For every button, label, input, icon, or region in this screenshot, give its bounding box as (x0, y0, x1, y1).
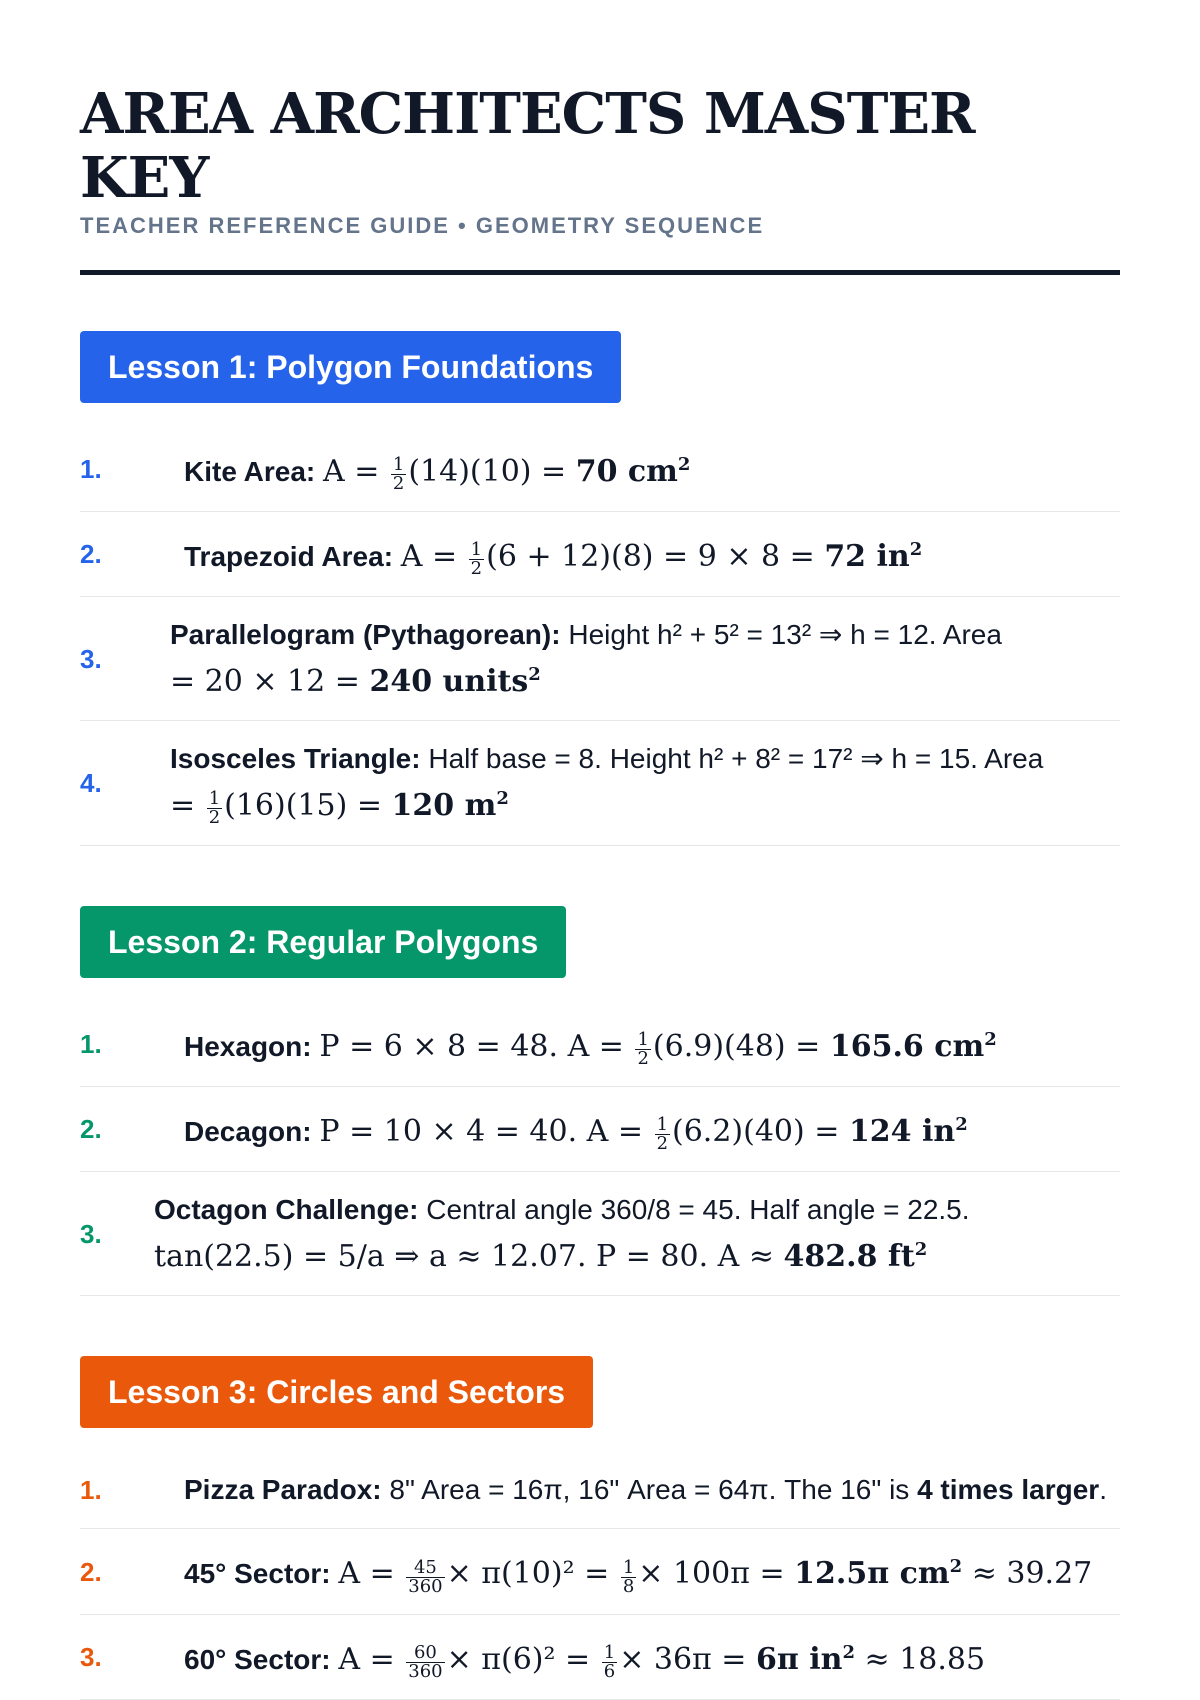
item-number: 3. (80, 1641, 102, 1672)
fraction: $\frac{60}{360}$ (408, 1641, 443, 1682)
item-number: 2. (80, 539, 102, 570)
fraction: $\frac{1}{2}$ (392, 454, 405, 495)
item-number: 2. (80, 1556, 102, 1587)
item-expression: A = $\frac{1}{2}$ (6 + 12)(8) = 9 × 8 = 72 $in^2$ (400, 539, 923, 580)
item-expression: = $\frac{1}{2}$ (16)(15) = 120 $m^2$ (170, 788, 509, 829)
item-number: 4. (80, 768, 102, 799)
item-label: Parallelogram (Pythagorean): (170, 619, 561, 651)
item-label: 45° Sector: (184, 1558, 331, 1590)
list-item (80, 721, 1120, 846)
list-item (80, 597, 1120, 721)
item-expression: A = $\frac{1}{2}$ (14)(10) = 70 $cm^2$ (323, 454, 691, 495)
list-item (80, 512, 1120, 597)
list-item (80, 1529, 1120, 1614)
fraction: $\frac{1}{2}$ (208, 788, 221, 829)
document-title: AREA ARCHITECTS MASTER KEY (80, 81, 975, 211)
fraction: $\frac{1}{8}$ (622, 1556, 635, 1597)
item-text: Central angle 360/8 = 45. Half angle = 22.5. (426, 1194, 970, 1226)
fraction: $\frac{1}{2}$ (470, 539, 483, 580)
item-label: Pizza Paradox: (184, 1474, 382, 1506)
list-item (80, 1172, 1120, 1296)
item-number: 2. (80, 1114, 102, 1145)
list-item: 1. Pizza Paradox: 8" Area = 16π, 16" Area = 64π. The 16" is 4 times larger. (80, 1452, 1120, 1529)
fraction: $\frac{1}{6}$ (603, 1641, 616, 1682)
list-item (80, 1087, 1120, 1172)
lesson-banner: Lesson 3: Circles and Sectors (80, 1356, 593, 1428)
item-text: Height h² + 5² = 13² ⇒ h = 12. Area (568, 619, 1002, 651)
item-label: 60° Sector: (184, 1643, 331, 1675)
item-text: Half base = 8. Height h² + 8² = 17² ⇒ h = 15. Area (428, 743, 1044, 775)
item-number: 1. (80, 1029, 102, 1060)
list-item (80, 1615, 1120, 1700)
document-subtitle: TEACHER REFERENCE GUIDE • GEOMETRY SEQUENCE (80, 213, 765, 238)
item-label: Decagon: (184, 1116, 312, 1148)
item-number: 3. (80, 643, 102, 674)
item-expression: P = 10 × 4 = 40. A = $\frac{1}{2}$ (6.2)(40) = 124 $in^2$ (319, 1114, 968, 1155)
fraction: $\frac{1}{2}$ (656, 1114, 669, 1155)
lesson-banner: Lesson 2: Regular Polygons (80, 906, 566, 978)
list-item (80, 1002, 1120, 1087)
item-expression: = 20 × 12 = 240 units$^2$ (170, 664, 541, 700)
item-label: Isosceles Triangle: (170, 743, 421, 775)
item-text: 8" Area = 16π, 16" Area = 64π. The 16" is (389, 1474, 918, 1506)
fraction: $\frac{1}{2}$ (637, 1029, 649, 1070)
item-number: 1. (80, 1475, 102, 1506)
item-expression: A = $\frac{45}{360}$ × π(10)² = $\frac{1}{8}$ × 100π = 12.5π $cm^2 \approx 39.27$ (338, 1556, 1093, 1597)
lesson-1 (80, 331, 1120, 846)
lesson-2 (80, 906, 1120, 1296)
item-expression: P = 6 × 8 = 48. A = $\frac{1}{2}$ (6.9)(48) = 165.6 $cm^2$ (319, 1029, 997, 1070)
item-label: Hexagon: (184, 1031, 312, 1063)
item-number: 3. (80, 1218, 102, 1249)
title-divider (80, 270, 1120, 275)
lesson-3 (80, 1356, 1120, 1699)
item-expression: A = $\frac{60}{360}$ × π(6)² = $\frac{1}{6}$ × 36π = 6π $in^2 \approx 18.85$ (338, 1641, 986, 1682)
lesson-banner: Lesson 1: Polygon Foundations (80, 331, 621, 403)
item-label: Octagon Challenge: (154, 1194, 419, 1226)
item-number: 1. (80, 454, 102, 485)
list-item (80, 427, 1120, 512)
fraction: $\frac{45}{360}$ (408, 1556, 443, 1597)
item-answer: 4 times larger (917, 1474, 1100, 1506)
item-label: Trapezoid Area: (184, 541, 394, 573)
item-expression: tan(22.5) = 5/a ⇒ a ≈ 12.07. P = 80. A ≈ 482.8 $ft^2$ (154, 1239, 928, 1275)
item-label: Kite Area: (184, 456, 316, 487)
